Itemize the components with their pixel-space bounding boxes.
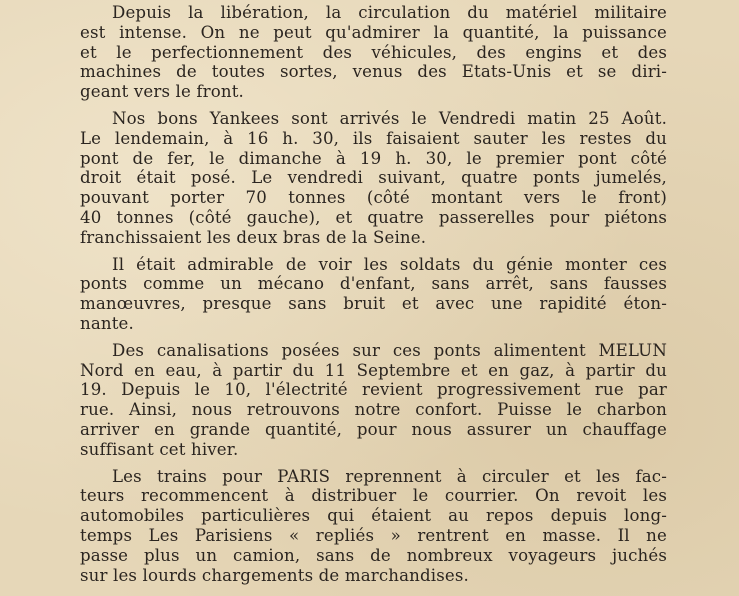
text-line: Les trains pour PARIS reprennent à circuler et les fac- — [112, 466, 667, 486]
text-line: 19. Depuis le 10, l'électrité revient progressivement rue par — [80, 380, 667, 400]
text-line: temps Les Parisiens « repliés » rentrent en masse. Il ne — [80, 525, 667, 545]
text-line: automobiles particulières qui étaient au repos depuis long- — [80, 506, 667, 526]
text-line: et le perfectionnement des véhicules, des engins et des — [80, 42, 667, 62]
text-line: franchissaient les deux bras de la Seine. — [80, 227, 427, 247]
text-line: Le lendemain, à 16 h. 30, ils faisaient sauter les restes du — [80, 128, 667, 148]
text-line: manœuvres, presque sans bruit et avec une rapidité éton- — [80, 294, 667, 314]
text-line: suffisant cet hiver. — [80, 439, 239, 459]
paragraph-liberation — [80, 3, 667, 102]
paragraph-canalisations — [80, 341, 667, 460]
text-line: arriver en grande quantité, pour nous assurer un chauffage — [80, 419, 667, 439]
text-line: machines de toutes sortes, venus des Etats-Unis et se diri- — [80, 62, 667, 82]
text-line: pont de fer, le dimanche à 19 h. 30, le premier pont côté — [80, 148, 667, 168]
text-line: Des canalisations posées sur ces ponts alimentent MELUN — [112, 340, 667, 360]
text-line: est intense. On ne peut qu'admirer la quantité, la puissance — [80, 22, 667, 42]
text-line: pouvant porter 70 tonnes (côté montant vers le front) — [80, 188, 667, 208]
text-line: 40 tonnes (côté gauche), et quatre passerelles pour piétons — [80, 207, 667, 227]
text-line: Depuis la libération, la circulation du matériel militaire — [112, 3, 667, 22]
text-line: sur les lourds chargements de marchandises. — [80, 565, 469, 585]
text-line: geant vers le front. — [80, 82, 244, 102]
text-line: nante. — [80, 313, 134, 333]
text-line: Nord en eau, à partir du 11 Septembre et en gaz, à partir du — [80, 360, 667, 380]
text-line: teurs recommencent à distribuer le courrier. On revoit les — [80, 486, 667, 506]
text-line: ponts comme un mécano d'enfant, sans arrêt, sans fausses — [80, 274, 667, 294]
paragraph-trains — [80, 467, 667, 586]
paragraph-yankees — [80, 109, 667, 248]
text-line: passe plus un camion, sans de nombreux voyageurs juchés — [80, 545, 667, 565]
paragraph-genie — [80, 255, 667, 334]
text-line: Il était admirable de voir les soldats du génie monter ces — [112, 254, 667, 274]
text-line: rue. Ainsi, nous retrouvons notre confort. Puisse le charbon — [80, 400, 667, 420]
text-line: Nos bons Yankees sont arrivés le Vendredi matin 25 Août. — [112, 108, 667, 128]
text-line: droit était posé. Le vendredi suivant, quatre ponts jumelés, — [80, 168, 667, 188]
